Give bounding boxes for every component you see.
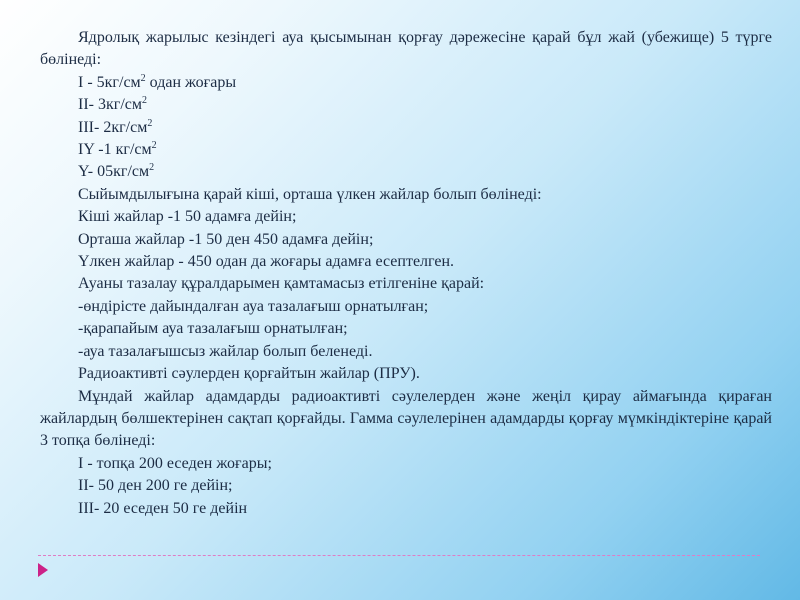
- pru-heading: Радиоактивті сәулерден қорғайтын жайлар (ПРУ).: [78, 365, 420, 383]
- pru-description: Мұндай жайлар адамдарды радиоактивті сәулелерден және жеңіл қирау аймағында қираған жайлардың бөлшектерінен сақтап қорғайды. Гамма сәулелерінен адамдарды қорғау мүмкіндіктеріне қарай 3 топқа бөлінеді:: [40, 387, 772, 450]
- capacity-item-small: Кіші жайлар -1 50 адамға дейін;: [78, 208, 297, 226]
- gamma-group-1: I - топқа 200 еседен жоғары;: [78, 454, 272, 472]
- next-slide-arrow-icon[interactable]: [38, 563, 48, 577]
- capacity-item-large: Үлкен жайлар - 450 одан да жоғары адамға есептелген.: [78, 253, 455, 271]
- pressure-type-2: II- $3кг/см^2$: [78, 95, 147, 114]
- pressure-type-5: Y- $05кг/см^2$: [78, 162, 155, 181]
- purification-intro: Ауаны тазалау құралдарымен қамтамасыз етілгеніне қарай:: [78, 275, 485, 293]
- gamma-group-2: II- 50 ден 200 ге дейін;: [78, 477, 233, 495]
- footer-divider: [38, 555, 760, 556]
- gamma-group-3: III- 20 еседен 50 ге дейін: [78, 499, 248, 517]
- purification-item-industrial: -өндірісте дайындалған ауа тазалағыш орнатылған;: [78, 297, 429, 315]
- purification-item-simple: -қарапайым ауа тазалағыш орнатылған;: [78, 320, 348, 338]
- pressure-type-3: III- $2кг/см^2$: [78, 117, 153, 136]
- capacity-intro: Сыйымдылығына қарай кіші, орташа үлкен жайлар болып бөлінеді:: [78, 185, 542, 203]
- intro-paragraph: Ядролық жарылыс кезіндегі ауа қысымынан қорғау дәрежесіне қарай бұл жай (убежище) 5 түрге бөлінеді:: [40, 29, 772, 69]
- pressure-type-1: I - $5кг/см^2$ одан жоғары: [78, 72, 237, 91]
- capacity-item-medium: Орташа жайлар -1 50 ден 450 адамға дейін;: [78, 230, 374, 248]
- purification-item-none: -ауа тазалағышсыз жайлар болып беленеді.: [78, 342, 373, 360]
- pressure-type-4: IY -1 $кг/см^2$: [78, 140, 157, 159]
- slide-text-body: [40, 27, 772, 520]
